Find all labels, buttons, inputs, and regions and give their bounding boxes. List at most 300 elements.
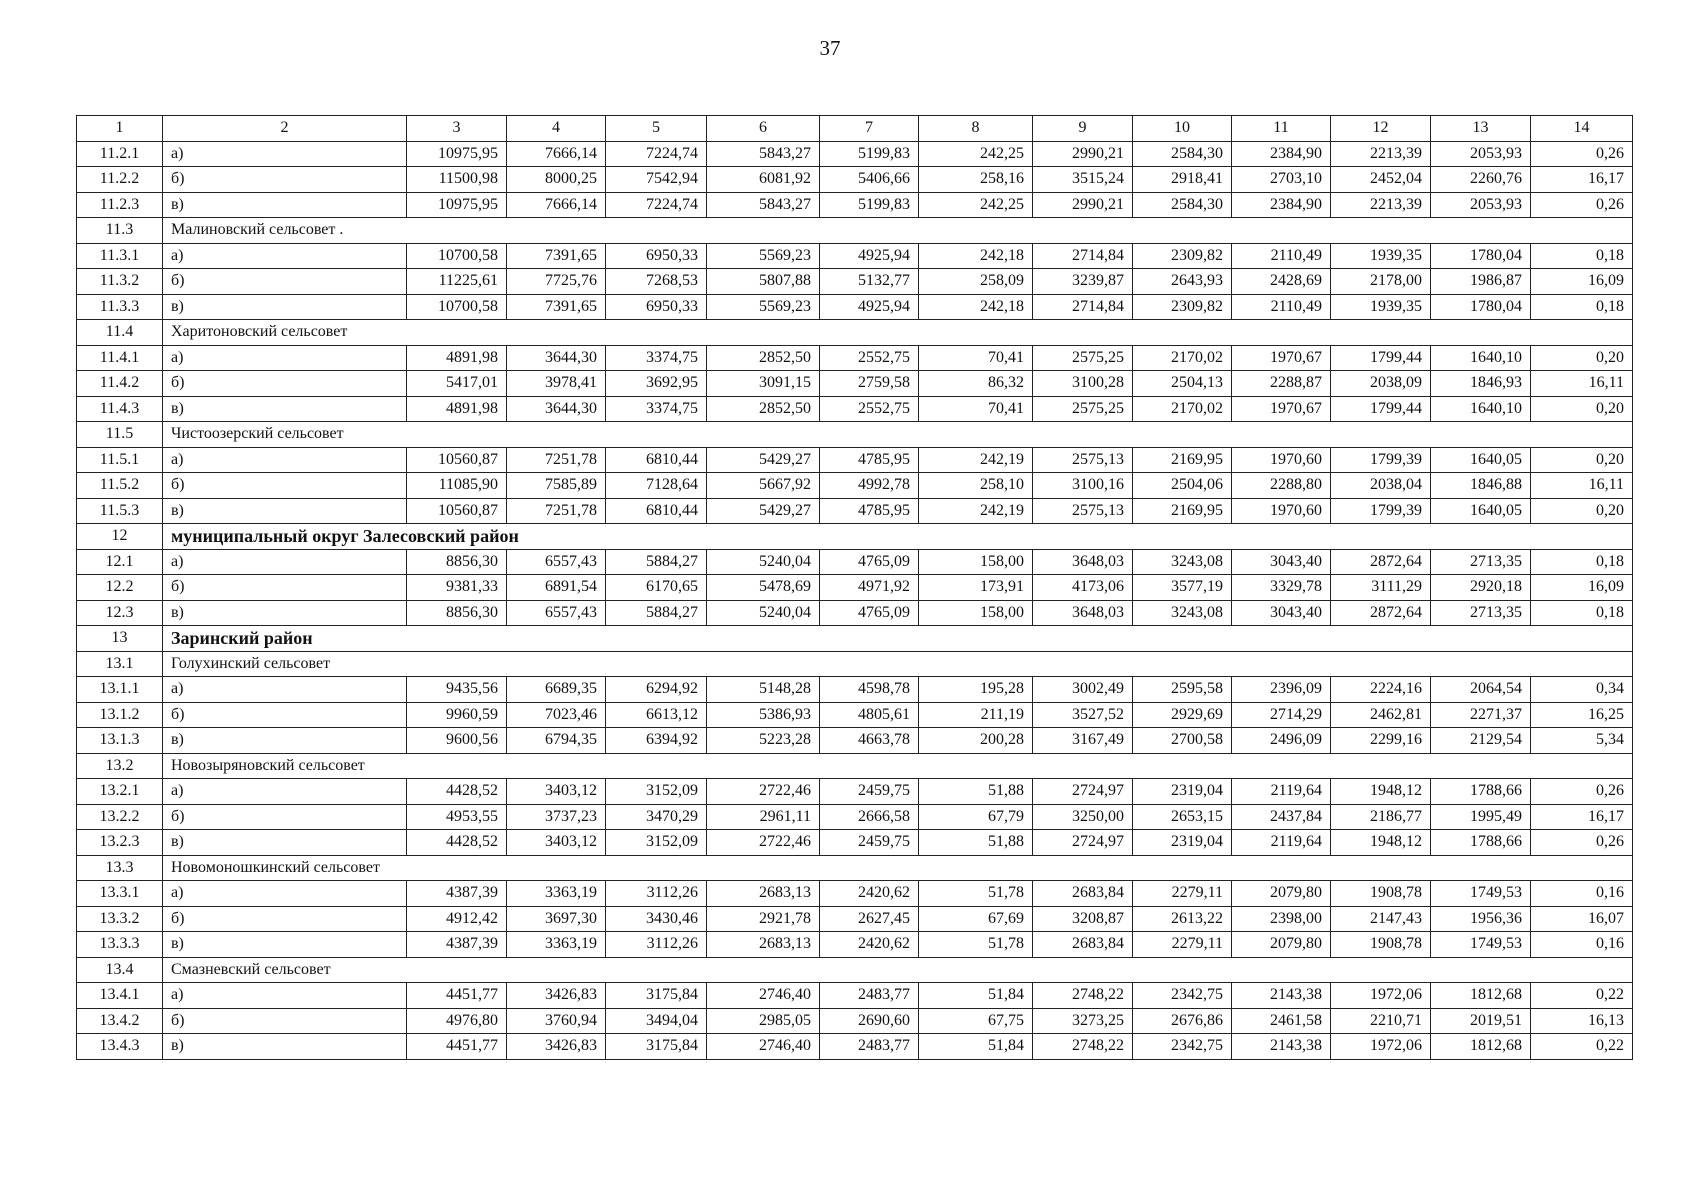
- row-label: а): [163, 141, 407, 167]
- value-cell: 16,17: [1531, 804, 1633, 830]
- value-cell: 2288,87: [1232, 371, 1331, 397]
- table-row: [77, 600, 1633, 626]
- row-code: 13.1.1: [77, 677, 163, 703]
- value-cell: 2872,64: [1331, 600, 1431, 626]
- row-code: 13.4.1: [77, 983, 163, 1009]
- value-cell: 2852,50: [707, 345, 820, 371]
- value-cell: 1812,68: [1431, 1034, 1531, 1060]
- value-cell: 4765,09: [820, 549, 919, 575]
- value-cell: 3175,84: [606, 983, 707, 1009]
- value-cell: 2260,76: [1431, 167, 1531, 193]
- value-cell: 16,09: [1531, 269, 1633, 295]
- value-cell: 10560,87: [407, 498, 507, 524]
- section-title: Малиновский сельсовет .: [163, 218, 1633, 244]
- value-cell: 2714,84: [1033, 243, 1133, 269]
- value-cell: 3152,09: [606, 779, 707, 805]
- value-cell: 1780,04: [1431, 243, 1531, 269]
- value-cell: 2504,06: [1133, 473, 1232, 499]
- value-cell: 2079,80: [1232, 881, 1331, 907]
- value-cell: 2288,80: [1232, 473, 1331, 499]
- value-cell: 2595,58: [1133, 677, 1232, 703]
- value-cell: 4451,77: [407, 983, 507, 1009]
- value-cell: 67,75: [919, 1008, 1033, 1034]
- value-cell: 0,26: [1531, 192, 1633, 218]
- value-cell: 2143,38: [1232, 983, 1331, 1009]
- value-cell: 6081,92: [707, 167, 820, 193]
- value-cell: 2309,82: [1133, 243, 1232, 269]
- value-cell: 6613,12: [606, 702, 707, 728]
- row-code: 11.4: [77, 320, 163, 346]
- value-cell: 70,41: [919, 396, 1033, 422]
- value-cell: 0,26: [1531, 830, 1633, 856]
- table-row: [77, 371, 1633, 397]
- section-row: [77, 524, 1633, 550]
- value-cell: 1956,36: [1431, 906, 1531, 932]
- value-cell: 1948,12: [1331, 830, 1431, 856]
- row-code: 11.4.2: [77, 371, 163, 397]
- value-cell: 51,84: [919, 983, 1033, 1009]
- value-cell: 7023,46: [507, 702, 606, 728]
- value-cell: 3374,75: [606, 345, 707, 371]
- row-code: 11.2.1: [77, 141, 163, 167]
- value-cell: 6394,92: [606, 728, 707, 754]
- value-cell: 1939,35: [1331, 294, 1431, 320]
- table-row: [77, 1034, 1633, 1060]
- value-cell: 2748,22: [1033, 983, 1133, 1009]
- value-cell: 3243,08: [1133, 600, 1232, 626]
- table-row: [77, 1008, 1633, 1034]
- value-cell: 16,13: [1531, 1008, 1633, 1034]
- table-row: [77, 932, 1633, 958]
- value-cell: 2683,84: [1033, 881, 1133, 907]
- value-cell: 242,25: [919, 141, 1033, 167]
- value-cell: 11500,98: [407, 167, 507, 193]
- value-cell: 1972,06: [1331, 1034, 1431, 1060]
- table-row: [77, 830, 1633, 856]
- value-cell: 2398,00: [1232, 906, 1331, 932]
- value-cell: 2452,04: [1331, 167, 1431, 193]
- row-code: 13.2.2: [77, 804, 163, 830]
- value-cell: 2666,58: [820, 804, 919, 830]
- value-cell: 2653,15: [1133, 804, 1232, 830]
- row-code: 11.3.3: [77, 294, 163, 320]
- value-cell: 2990,21: [1033, 192, 1133, 218]
- value-cell: 2279,11: [1133, 881, 1232, 907]
- value-cell: 0,20: [1531, 345, 1633, 371]
- value-cell: 0,22: [1531, 983, 1633, 1009]
- value-cell: 6950,33: [606, 294, 707, 320]
- value-cell: 9600,56: [407, 728, 507, 754]
- value-cell: 4976,80: [407, 1008, 507, 1034]
- row-label: а): [163, 881, 407, 907]
- value-cell: 4953,55: [407, 804, 507, 830]
- value-cell: 3470,29: [606, 804, 707, 830]
- value-cell: 5429,27: [707, 447, 820, 473]
- value-cell: 9435,56: [407, 677, 507, 703]
- section-title: Чистоозерский сельсовет: [163, 422, 1633, 448]
- value-cell: 2147,43: [1331, 906, 1431, 932]
- value-cell: 5807,88: [707, 269, 820, 295]
- value-cell: 3515,24: [1033, 167, 1133, 193]
- value-cell: 3978,41: [507, 371, 606, 397]
- row-code: 11.3.1: [77, 243, 163, 269]
- value-cell: 5,34: [1531, 728, 1633, 754]
- value-cell: 2319,04: [1133, 830, 1232, 856]
- row-label: а): [163, 243, 407, 269]
- value-cell: 2053,93: [1431, 192, 1531, 218]
- value-cell: 2396,09: [1232, 677, 1331, 703]
- value-cell: 4428,52: [407, 779, 507, 805]
- table-row: [77, 779, 1633, 805]
- row-code: 13.4.2: [77, 1008, 163, 1034]
- value-cell: 6891,54: [507, 575, 606, 601]
- value-cell: 10700,58: [407, 243, 507, 269]
- table-row: [77, 728, 1633, 754]
- row-label: а): [163, 549, 407, 575]
- value-cell: 242,19: [919, 447, 1033, 473]
- row-code: 11.2.3: [77, 192, 163, 218]
- column-header: 8: [919, 116, 1033, 142]
- column-header: 5: [606, 116, 707, 142]
- value-cell: 3175,84: [606, 1034, 707, 1060]
- value-cell: 258,09: [919, 269, 1033, 295]
- value-cell: 6557,43: [507, 549, 606, 575]
- row-code: 13.1: [77, 651, 163, 677]
- row-label: а): [163, 983, 407, 1009]
- value-cell: 0,26: [1531, 141, 1633, 167]
- value-cell: 1799,39: [1331, 447, 1431, 473]
- value-cell: 5667,92: [707, 473, 820, 499]
- value-cell: 7224,74: [606, 192, 707, 218]
- value-cell: 5417,01: [407, 371, 507, 397]
- value-cell: 3111,29: [1331, 575, 1431, 601]
- value-cell: 7725,76: [507, 269, 606, 295]
- value-cell: 7224,74: [606, 141, 707, 167]
- value-cell: 2920,18: [1431, 575, 1531, 601]
- row-label: в): [163, 396, 407, 422]
- value-cell: 1788,66: [1431, 779, 1531, 805]
- value-cell: 2459,75: [820, 779, 919, 805]
- header-row: [77, 116, 1633, 142]
- row-code: 11.5.2: [77, 473, 163, 499]
- value-cell: 2990,21: [1033, 141, 1133, 167]
- value-cell: 0,20: [1531, 447, 1633, 473]
- value-cell: 2169,95: [1133, 498, 1232, 524]
- row-label: б): [163, 371, 407, 397]
- value-cell: 7251,78: [507, 447, 606, 473]
- value-cell: 6557,43: [507, 600, 606, 626]
- value-cell: 8000,25: [507, 167, 606, 193]
- value-cell: 4925,94: [820, 243, 919, 269]
- value-cell: 2461,58: [1232, 1008, 1331, 1034]
- value-cell: 2921,78: [707, 906, 820, 932]
- value-cell: 2683,13: [707, 881, 820, 907]
- column-header: 6: [707, 116, 820, 142]
- section-row: [77, 651, 1633, 677]
- value-cell: 2613,22: [1133, 906, 1232, 932]
- value-cell: 4387,39: [407, 881, 507, 907]
- value-cell: 2279,11: [1133, 932, 1232, 958]
- value-cell: 6170,65: [606, 575, 707, 601]
- value-cell: 8856,30: [407, 549, 507, 575]
- value-cell: 2496,09: [1232, 728, 1331, 754]
- value-cell: 3644,30: [507, 345, 606, 371]
- row-label: а): [163, 779, 407, 805]
- value-cell: 1799,44: [1331, 396, 1431, 422]
- row-code: 12.3: [77, 600, 163, 626]
- value-cell: 1799,44: [1331, 345, 1431, 371]
- value-cell: 6794,35: [507, 728, 606, 754]
- value-cell: 3692,95: [606, 371, 707, 397]
- table-row: [77, 804, 1633, 830]
- value-cell: 4912,42: [407, 906, 507, 932]
- row-label: в): [163, 1034, 407, 1060]
- value-cell: 3403,12: [507, 779, 606, 805]
- value-cell: 1640,10: [1431, 396, 1531, 422]
- value-cell: 2309,82: [1133, 294, 1232, 320]
- value-cell: 2724,97: [1033, 830, 1133, 856]
- value-cell: 2483,77: [820, 1034, 919, 1060]
- value-cell: 2019,51: [1431, 1008, 1531, 1034]
- table-row: [77, 447, 1633, 473]
- value-cell: 5386,93: [707, 702, 820, 728]
- value-cell: 1986,87: [1431, 269, 1531, 295]
- value-cell: 2584,30: [1133, 192, 1232, 218]
- value-cell: 2420,62: [820, 932, 919, 958]
- value-cell: 70,41: [919, 345, 1033, 371]
- value-cell: 258,16: [919, 167, 1033, 193]
- value-cell: 3527,52: [1033, 702, 1133, 728]
- value-cell: 2119,64: [1232, 779, 1331, 805]
- value-cell: 2575,25: [1033, 396, 1133, 422]
- value-cell: 51,78: [919, 932, 1033, 958]
- row-code: 13.1.3: [77, 728, 163, 754]
- value-cell: 3363,19: [507, 881, 606, 907]
- row-code: 11.4.1: [77, 345, 163, 371]
- row-code: 13.2.3: [77, 830, 163, 856]
- value-cell: 5884,27: [606, 549, 707, 575]
- column-header: 1: [77, 116, 163, 142]
- value-cell: 6950,33: [606, 243, 707, 269]
- value-cell: 16,17: [1531, 167, 1633, 193]
- value-cell: 7585,89: [507, 473, 606, 499]
- value-cell: 3577,19: [1133, 575, 1232, 601]
- value-cell: 2722,46: [707, 830, 820, 856]
- row-label: б): [163, 575, 407, 601]
- section-title: Новозыряновский сельсовет: [163, 753, 1633, 779]
- value-cell: 4805,61: [820, 702, 919, 728]
- value-cell: 2129,54: [1431, 728, 1531, 754]
- table-row: [77, 498, 1633, 524]
- value-cell: 16,07: [1531, 906, 1633, 932]
- value-cell: 0,16: [1531, 881, 1633, 907]
- value-cell: 1995,49: [1431, 804, 1531, 830]
- value-cell: 3273,25: [1033, 1008, 1133, 1034]
- table-row: [77, 396, 1633, 422]
- section-title: Новомоношкинский сельсовет: [163, 855, 1633, 881]
- value-cell: 11225,61: [407, 269, 507, 295]
- row-code: 13.4.3: [77, 1034, 163, 1060]
- value-cell: 2552,75: [820, 345, 919, 371]
- value-cell: 1846,88: [1431, 473, 1531, 499]
- value-cell: 5199,83: [820, 141, 919, 167]
- column-header: 3: [407, 116, 507, 142]
- value-cell: 16,11: [1531, 371, 1633, 397]
- value-cell: 2459,75: [820, 830, 919, 856]
- row-code: 13.2: [77, 753, 163, 779]
- table-row: [77, 473, 1633, 499]
- value-cell: 2483,77: [820, 983, 919, 1009]
- value-cell: 4598,78: [820, 677, 919, 703]
- table-row: [77, 983, 1633, 1009]
- row-code: 12: [77, 524, 163, 550]
- value-cell: 2700,58: [1133, 728, 1232, 754]
- value-cell: 4663,78: [820, 728, 919, 754]
- value-cell: 2575,13: [1033, 447, 1133, 473]
- row-label: а): [163, 345, 407, 371]
- value-cell: 2961,11: [707, 804, 820, 830]
- section-row: [77, 320, 1633, 346]
- value-cell: 2985,05: [707, 1008, 820, 1034]
- table-row: [77, 677, 1633, 703]
- value-cell: 4765,09: [820, 600, 919, 626]
- value-cell: 2676,86: [1133, 1008, 1232, 1034]
- value-cell: 3112,26: [606, 932, 707, 958]
- value-cell: 7391,65: [507, 294, 606, 320]
- value-cell: 2703,10: [1232, 167, 1331, 193]
- tariff-table: [76, 115, 1633, 1060]
- value-cell: 211,19: [919, 702, 1033, 728]
- value-cell: 2627,45: [820, 906, 919, 932]
- row-code: 12.2: [77, 575, 163, 601]
- value-cell: 2683,13: [707, 932, 820, 958]
- value-cell: 4785,95: [820, 498, 919, 524]
- row-code: 13.2.1: [77, 779, 163, 805]
- row-label: а): [163, 447, 407, 473]
- value-cell: 16,11: [1531, 473, 1633, 499]
- row-label: в): [163, 498, 407, 524]
- value-cell: 5223,28: [707, 728, 820, 754]
- value-cell: 8856,30: [407, 600, 507, 626]
- value-cell: 3426,83: [507, 1034, 606, 1060]
- column-header: 10: [1133, 116, 1232, 142]
- value-cell: 2119,64: [1232, 830, 1331, 856]
- row-code: 13.1.2: [77, 702, 163, 728]
- value-cell: 3426,83: [507, 983, 606, 1009]
- row-code: 11.5: [77, 422, 163, 448]
- value-cell: 2504,13: [1133, 371, 1232, 397]
- value-cell: 5843,27: [707, 141, 820, 167]
- value-cell: 2462,81: [1331, 702, 1431, 728]
- value-cell: 4785,95: [820, 447, 919, 473]
- value-cell: 3329,78: [1232, 575, 1331, 601]
- value-cell: 3403,12: [507, 830, 606, 856]
- value-cell: 2342,75: [1133, 1034, 1232, 1060]
- value-cell: 2213,39: [1331, 141, 1431, 167]
- column-header: 14: [1531, 116, 1633, 142]
- value-cell: 5240,04: [707, 600, 820, 626]
- value-cell: 7391,65: [507, 243, 606, 269]
- table-row: [77, 294, 1633, 320]
- row-code: 11.5.1: [77, 447, 163, 473]
- section-row: [77, 422, 1633, 448]
- value-cell: 3167,49: [1033, 728, 1133, 754]
- value-cell: 3250,00: [1033, 804, 1133, 830]
- row-code: 13.3: [77, 855, 163, 881]
- column-header: 7: [820, 116, 919, 142]
- value-cell: 3112,26: [606, 881, 707, 907]
- value-cell: 2384,90: [1232, 192, 1331, 218]
- value-cell: 3644,30: [507, 396, 606, 422]
- value-cell: 2170,02: [1133, 345, 1232, 371]
- value-cell: 200,28: [919, 728, 1033, 754]
- value-cell: 2079,80: [1232, 932, 1331, 958]
- table-row: [77, 243, 1633, 269]
- value-cell: 3100,16: [1033, 473, 1133, 499]
- value-cell: 2748,22: [1033, 1034, 1133, 1060]
- value-cell: 2110,49: [1232, 243, 1331, 269]
- value-cell: 3091,15: [707, 371, 820, 397]
- value-cell: 1812,68: [1431, 983, 1531, 1009]
- row-label: б): [163, 167, 407, 193]
- table-row: [77, 702, 1633, 728]
- section-row: [77, 753, 1633, 779]
- value-cell: 11085,90: [407, 473, 507, 499]
- value-cell: 1939,35: [1331, 243, 1431, 269]
- value-cell: 10975,95: [407, 141, 507, 167]
- value-cell: 1640,10: [1431, 345, 1531, 371]
- value-cell: 2852,50: [707, 396, 820, 422]
- value-cell: 2224,16: [1331, 677, 1431, 703]
- table-row: [77, 167, 1633, 193]
- value-cell: 86,32: [919, 371, 1033, 397]
- value-cell: 5199,83: [820, 192, 919, 218]
- row-code: 11.3: [77, 218, 163, 244]
- value-cell: 4992,78: [820, 473, 919, 499]
- value-cell: 10975,95: [407, 192, 507, 218]
- value-cell: 7251,78: [507, 498, 606, 524]
- value-cell: 2872,64: [1331, 549, 1431, 575]
- row-code: 11.3.2: [77, 269, 163, 295]
- value-cell: 2552,75: [820, 396, 919, 422]
- value-cell: 0,18: [1531, 294, 1633, 320]
- row-label: б): [163, 906, 407, 932]
- value-cell: 2714,29: [1232, 702, 1331, 728]
- value-cell: 2342,75: [1133, 983, 1232, 1009]
- value-cell: 1908,78: [1331, 932, 1431, 958]
- value-cell: 2584,30: [1133, 141, 1232, 167]
- value-cell: 5429,27: [707, 498, 820, 524]
- column-header: 13: [1431, 116, 1531, 142]
- section-row: [77, 626, 1633, 652]
- table-row: [77, 192, 1633, 218]
- value-cell: 51,84: [919, 1034, 1033, 1060]
- row-label: б): [163, 804, 407, 830]
- value-cell: 2064,54: [1431, 677, 1531, 703]
- section-row: [77, 218, 1633, 244]
- value-cell: 2038,04: [1331, 473, 1431, 499]
- value-cell: 0,18: [1531, 243, 1633, 269]
- value-cell: 6810,44: [606, 498, 707, 524]
- column-header: 12: [1331, 116, 1431, 142]
- value-cell: 3648,03: [1033, 600, 1133, 626]
- value-cell: 2437,84: [1232, 804, 1331, 830]
- table-row: [77, 141, 1633, 167]
- value-cell: 3697,30: [507, 906, 606, 932]
- value-cell: 2319,04: [1133, 779, 1232, 805]
- value-cell: 7268,53: [606, 269, 707, 295]
- value-cell: 195,28: [919, 677, 1033, 703]
